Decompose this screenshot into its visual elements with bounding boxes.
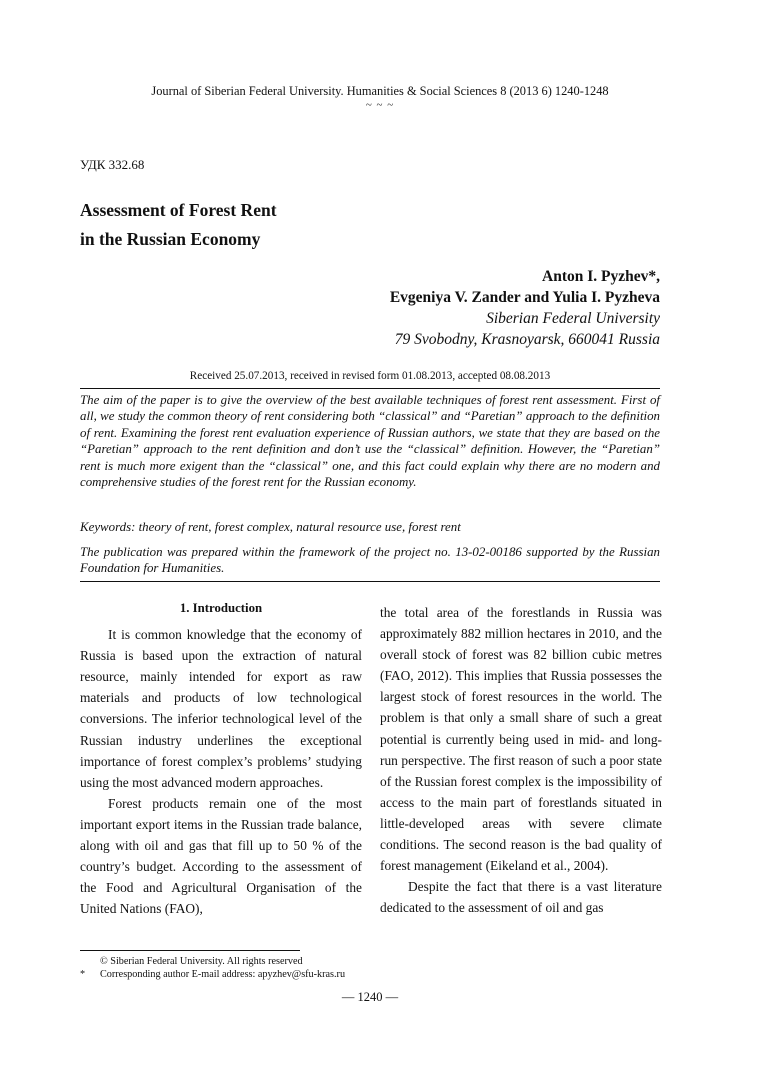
author-line-2: Evgeniya V. Zander and Yulia I. Pyzheva [389,289,660,306]
title-line-1: Assessment of Forest Rent [80,200,277,220]
title-line-2: in the Russian Economy [80,229,261,249]
author-line-1: Anton I. Pyzhev*, [542,268,660,285]
right-column [380,602,662,918]
left-column [80,598,362,919]
header-separator: ~ ~ ~ [365,99,395,111]
abstract-bottom-rule [80,581,660,582]
funding-note: The publication was prepared within the framework of the project no. 13-02-00186 supported by the Russian Foundation for Humanities. [80,545,660,576]
page-number: — 1240 — [341,990,399,1004]
footnote-rule [80,950,300,951]
author-block [390,266,660,350]
left-paragraph-2: Forest products remain one of the most important export items in the Russian trade balance, along with oil and gas that fill up to 50 % of the country’s budget. According to the assessment of the Food and Agricultural Organisation of the United Nations (FAO), [80,795,362,917]
footnote-corresponding [80,968,345,981]
footnote-star: * [80,969,86,980]
copyright-text: © Siberian Federal University. All rights reserved [100,956,303,967]
udc-code: УДК 332.68 [80,157,145,172]
article-title [80,196,277,254]
abstract-text: The aim of the paper is to give the overview of the best available techniques of forest rent assessment. First of all, we study the common theory of rent considering both “classical” and “Paretian” approach to the definition of rent. Examining the forest rent evaluation experience of Russian authors, we state that they are based on the “Paretian” approach to the rent definition and don’t use the “classical” definition. However, the “Paretian” rent is much more exigent than the “classical” one, and this fact could explain why there are no modern and comprehensive studies of the forest rent for the Russian economy. [80,393,660,490]
journal-header: Journal of Siberian Federal University. Humanities & Social Sciences 8 (2013 6) 1240-1248 [151,84,609,98]
right-paragraph-1: the total area of the forestlands in Russia was approximately 882 million hectares in 2010, and the overall stock of forest was 82 billion cubic metres (FAO, 2012). This implies that Russia possesses the largest stock of forest resources in the world. The problem is that only a small share of such a great potential is currently being used in mid- and long-run perspective. The first reason of such a poor state of the Russian forest complex is the impossibility of access to the main part of forestlands situated in little-developed areas with severe climate conditions. The second reason is the bad quality of forest management (Eikeland et al., 2004). [380,605,662,874]
corresponding-text: Corresponding author E-mail address: apyzhev@sfu-kras.ru [100,969,346,980]
right-paragraph-2: Despite the fact that there is a vast literature dedicated to the assessment of oil and gas [380,879,662,916]
keywords: Keywords: theory of rent, forest complex, natural resource use, forest rent [80,520,461,534]
address: 79 Svobodny, Krasnoyarsk, 660041 Russia [394,331,660,348]
received-dates: Received 25.07.2013, received in revised form 01.08.2013, accepted 08.08.2013 [189,370,551,382]
affiliation: Siberian Federal University [486,310,660,327]
footnote-copyright [80,955,303,968]
abstract-top-rule [80,388,660,389]
left-paragraph-1: It is common knowledge that the economy of Russia is based upon the extraction of natural resource, mainly intended for export as raw materials and products of low technological conversions. The inferior technological level of the Russian industry underlines the exceptional importance of forest complex’s problems’ studying using the most advanced modern approaches. [80,627,362,790]
section-heading: 1. Introduction [179,601,263,615]
